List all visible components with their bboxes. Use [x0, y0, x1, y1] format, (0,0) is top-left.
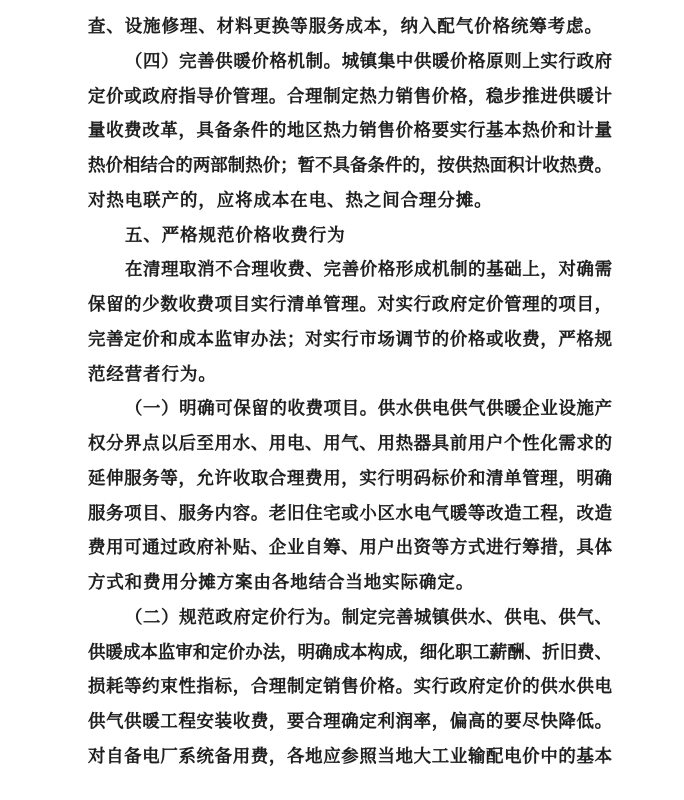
text-line: 对自备电厂系统备用费，各地应参照当地大工业输配电价中的基本 [88, 746, 612, 767]
text-line: （四）完善供暖价格机制。城镇集中供暖价格原则上实行政府 [125, 51, 612, 72]
text-line: 在清理取消不合理收费、完善价格形成机制的基础上，对确需 [125, 260, 612, 281]
text-line: 对热电联产的，应将成本在电、热之间合理分摊。 [88, 190, 493, 211]
text-line: 权分界点以后至用水、用电、用气、用热器具前用户个性化需求的 [88, 434, 612, 454]
text-line: 保留的少数收费项目实行清单管理。对实行政府定价管理的项目， [88, 295, 612, 315]
text-line: 方式和费用分摊方案由各地结合当地实际确定。 [88, 573, 475, 593]
text-line: （二）规范政府定价行为。制定完善城镇供水、供电、供气、 [125, 607, 612, 628]
section-heading: 五、严格规范价格收费行为 [125, 225, 346, 246]
text-line: 费用可通过政府补贴、企业自筹、用户出资等方式进行筹措，具体 [88, 538, 612, 559]
text-line: 延伸服务等，允许收取合理费用，实行明码标价和清单管理，明确 [88, 468, 612, 489]
text-line: 供暖成本监审和定价办法，明确成本构成，细化职工薪酬、折旧费、 [88, 642, 612, 663]
text-line: （一）明确可保留的收费项目。供水供电供气供暖企业设施产 [125, 399, 612, 420]
text-line: 服务项目、服务内容。老旧住宅或小区水电气暖等改造工程，改造 [88, 503, 612, 524]
text-line: 损耗等约束性指标，合理制定销售价格。实行政府定价的供水供电 [88, 677, 612, 698]
text-line: 完善定价和成本监审办法；对实行市场调节的价格或收费，严格规 [88, 329, 612, 350]
text-line: 供气供暖工程安装收费，要合理确定利润率，偏高的要尽快降低。 [88, 712, 612, 732]
text-line: 范经营者行为。 [88, 364, 217, 385]
text-line: 定价或政府指导价管理。合理制定热力销售价格，稳步推进供暖计 [88, 86, 612, 107]
text-line: 量收费改革，具备条件的地区热力销售价格要实行基本热价和计量 [88, 121, 612, 142]
text-line: 热价相结合的两部制热价；暂不具备条件的，按供热面积计收热费。 [88, 156, 612, 176]
text-line: 查、设施修理、材料更换等服务成本，纳入配气价格统筹考虑。 [88, 17, 603, 37]
